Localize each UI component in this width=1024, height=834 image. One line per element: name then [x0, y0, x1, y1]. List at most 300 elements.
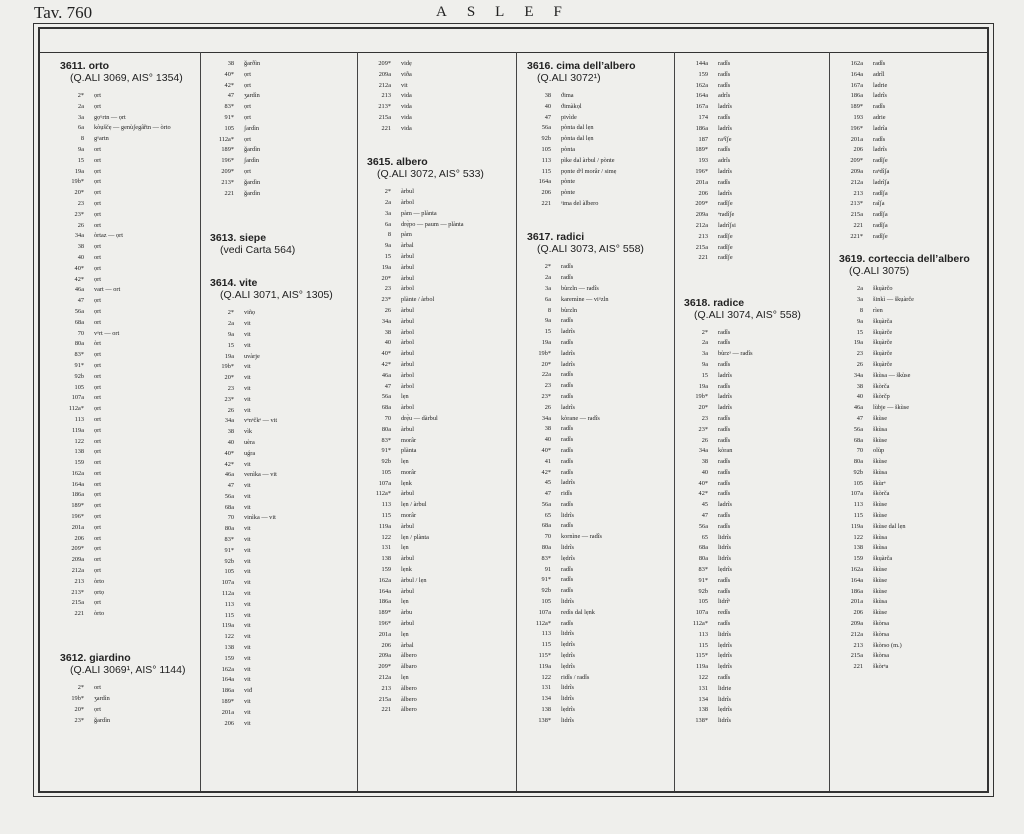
point-number: 213*: [71, 588, 84, 596]
entry-row: [60, 501, 198, 512]
entry-row: [210, 373, 350, 384]
dialect-form: radîs: [561, 425, 574, 433]
entry-row: [527, 102, 672, 113]
section-title: 3615. albero: [367, 156, 428, 169]
entry-row: [527, 188, 672, 199]
point-number: 201a: [71, 523, 84, 531]
entry-row: [60, 177, 198, 188]
point-number: 221: [853, 663, 863, 671]
point-number: 19a: [853, 339, 863, 347]
point-number: 221: [381, 706, 391, 714]
entry-row: [60, 134, 198, 145]
entry-row: [684, 457, 826, 468]
entry-row: [210, 492, 350, 503]
entry-row: [527, 123, 672, 134]
entry-row: [210, 524, 350, 535]
entry-row: [527, 575, 672, 586]
continued-list: [839, 59, 989, 243]
point-number: 115: [541, 167, 551, 175]
entry-row: [210, 362, 350, 373]
point-number: 42*: [541, 468, 551, 476]
point-number: 112a*: [375, 490, 391, 498]
point-number: 38: [77, 243, 84, 251]
column-divider: [674, 52, 675, 791]
dialect-form: ladrîs: [718, 167, 732, 175]
entry-row: [527, 381, 672, 392]
point-number: 105: [381, 468, 391, 476]
entry-row: [839, 511, 989, 522]
point-number: 159: [74, 459, 84, 467]
entry-row: [839, 91, 989, 102]
point-number: 134: [698, 695, 708, 703]
point-number: 68a: [853, 436, 863, 444]
entry-row: [367, 328, 512, 339]
dialect-form: radîs: [718, 458, 731, 466]
dialect-form: lidrîs: [561, 684, 574, 692]
section: [60, 60, 198, 620]
entry-row: [684, 695, 826, 706]
dialect-form: ʃardìn: [244, 124, 260, 132]
entry-row: [684, 145, 826, 156]
dialect-form: radîs: [718, 178, 731, 186]
dialect-form: škòrča: [873, 490, 890, 498]
entry-row: [839, 199, 989, 210]
dialect-form: àrbul: [401, 350, 414, 358]
point-number: 113: [698, 630, 708, 638]
dialect-form: lẹdrîs: [718, 566, 732, 574]
dialect-form: ort: [94, 372, 101, 380]
entry-row: [60, 145, 198, 156]
entry-row: [527, 716, 672, 727]
dialect-form: ridîs / radîs: [561, 673, 590, 681]
point-number: 209a: [850, 620, 863, 628]
entry-row: [839, 113, 989, 124]
point-number: 213*: [221, 178, 234, 186]
point-number: 122: [698, 674, 708, 682]
point-number: 40*: [74, 264, 84, 272]
entry-row: [60, 199, 198, 210]
dialect-form: ọrt: [94, 448, 101, 456]
entry-row: [210, 102, 350, 113]
point-number: 107a: [378, 479, 391, 487]
point-number: 3a: [385, 209, 391, 217]
entry-row: [684, 489, 826, 500]
entry-row: [839, 468, 989, 479]
entry-row: [210, 427, 350, 438]
point-number: 212a: [850, 630, 863, 638]
entry-row: [839, 479, 989, 490]
point-number: 68a: [224, 503, 234, 511]
entry-list: [684, 328, 826, 727]
entry-row: [527, 273, 672, 284]
point-number: 189*: [695, 146, 708, 154]
entry-row: [684, 662, 826, 673]
point-number: 206: [224, 719, 234, 727]
entry-row: [210, 81, 350, 92]
spacer: [60, 631, 198, 642]
entry-row: [527, 327, 672, 338]
dialect-form: vit: [244, 330, 251, 338]
entry-row: [684, 641, 826, 652]
point-number: 112a*: [218, 135, 234, 143]
point-number: 19b*: [538, 349, 551, 357]
point-number: 92b: [74, 372, 84, 380]
point-number: 167a: [695, 103, 708, 111]
dialect-form: ladrîs: [718, 189, 732, 197]
point-number: 34a: [381, 317, 391, 325]
point-number: 212a: [695, 221, 708, 229]
entry-row: [210, 675, 350, 686]
entry-row: [210, 167, 350, 178]
point-number: 201a: [695, 178, 708, 186]
entry-row: [60, 490, 198, 501]
point-number: 221: [74, 610, 84, 618]
entry-row: [684, 436, 826, 447]
dialect-form: lidrîs: [718, 717, 731, 725]
dialect-form: ort: [94, 415, 101, 423]
entry-row: [210, 600, 350, 611]
entry-row: [60, 329, 198, 340]
dialect-form: vit: [244, 460, 251, 468]
entry-row: [839, 662, 989, 673]
dialect-form: vᵒrt — ort: [94, 329, 120, 337]
entry-row: [684, 167, 826, 178]
point-number: 19b*: [71, 695, 84, 703]
entry-row: [527, 500, 672, 511]
entry-row: [367, 662, 512, 673]
point-number: 47: [701, 512, 708, 520]
entry-row: [367, 630, 512, 641]
point-number: 70: [77, 329, 84, 337]
dialect-form: raîʃa: [873, 200, 885, 208]
point-number: 138*: [538, 716, 551, 724]
point-number: 83*: [74, 351, 84, 359]
entry-row: [527, 511, 672, 522]
point-number: 138: [381, 555, 391, 563]
column-6: [839, 59, 989, 673]
point-number: 80a: [541, 544, 551, 552]
dialect-form: škòrsa: [873, 620, 890, 628]
dialect-form: ort: [94, 253, 101, 261]
dialect-form: škòrča: [873, 382, 890, 390]
entry-row: [527, 521, 672, 532]
entry-row: [367, 230, 512, 241]
entry-list: [684, 59, 826, 264]
point-number: 3a: [78, 113, 84, 121]
point-number: 45: [544, 479, 551, 487]
entry-row: [60, 469, 198, 480]
point-number: 113: [381, 501, 391, 509]
entry-row: [527, 156, 672, 167]
point-number: 20*: [74, 189, 84, 197]
dialect-form: pìke dal àrbul / pònte: [561, 156, 615, 164]
dialect-form: morâr: [401, 436, 417, 444]
point-number: 15: [227, 341, 234, 349]
dialect-form: àrbu: [401, 609, 413, 617]
dialect-form: ọrt: [94, 243, 101, 251]
dialect-form: kòụščẹ — genùʃegâřtn — òrto: [94, 124, 171, 132]
dialect-form: ọrt: [94, 307, 101, 315]
point-number: 162a: [221, 665, 234, 673]
entry-row: [527, 262, 672, 273]
spacer: [210, 267, 350, 278]
dialect-form: plànte / àrbol: [401, 296, 435, 304]
entry-row: [684, 221, 826, 232]
dialect-form: ort: [94, 469, 101, 477]
dialect-form: vit: [244, 503, 251, 511]
point-number: 20*: [381, 274, 391, 282]
entry-row: [210, 156, 350, 167]
point-number: 2*: [77, 684, 84, 692]
point-number: 164a: [71, 480, 84, 488]
point-number: 8: [387, 231, 391, 239]
entry-row: [210, 438, 350, 449]
point-number: 9a: [702, 360, 708, 368]
point-number: 26: [77, 221, 84, 229]
dialect-form: ọrt: [94, 264, 101, 272]
section-source: (Q.ALI 3074, AIS° 558): [694, 308, 801, 321]
point-number: 206: [541, 189, 551, 197]
dialect-form: pònta dal lẹn: [561, 135, 594, 143]
entry-row: [210, 513, 350, 524]
entry-row: [210, 145, 350, 156]
dialect-form: ort: [94, 394, 101, 402]
dialect-form: ǧardìn: [244, 189, 261, 197]
entry-row: [60, 480, 198, 491]
spacer: [527, 221, 672, 232]
dialect-form: pàm — plànta: [401, 209, 437, 217]
dialect-form: ọrt: [94, 178, 101, 186]
point-number: 8: [859, 306, 863, 314]
point-number: 105: [224, 568, 234, 576]
section: [684, 297, 826, 727]
point-number: 40: [701, 468, 708, 476]
dialect-form: škụàrče: [873, 339, 893, 347]
point-number: 6a: [385, 220, 391, 228]
dialect-form: lẹn: [401, 393, 409, 401]
entry-row: [839, 457, 989, 468]
point-number: 45: [701, 501, 708, 509]
entry-row: [839, 178, 989, 189]
point-number: 138: [224, 644, 234, 652]
entry-row: [60, 123, 198, 134]
entry-row: [839, 317, 989, 328]
point-number: 91*: [381, 447, 391, 455]
point-number: 164a: [538, 178, 551, 186]
dialect-form: radîʃe: [718, 232, 733, 240]
point-number: 68a: [381, 404, 391, 412]
dialect-form: àrbol: [401, 404, 414, 412]
entry-row: [527, 167, 672, 178]
point-number: 115: [698, 641, 708, 649]
point-number: 47: [227, 92, 234, 100]
dialect-form: radîs: [561, 565, 574, 573]
dialect-form: radîs: [718, 60, 731, 67]
point-number: 40: [544, 102, 551, 110]
point-number: 221: [853, 221, 863, 229]
dialect-form: raᵉdîʃa: [873, 167, 890, 175]
point-number: 212a: [850, 178, 863, 186]
section-source: (vedi Carta 564): [220, 243, 296, 256]
point-number: 47: [544, 490, 551, 498]
dialect-form: pònte: [561, 189, 575, 197]
point-number: 115*: [538, 652, 551, 660]
dialect-form: ladrîa: [873, 124, 888, 132]
dialect-form: vit: [244, 654, 251, 662]
entry-list: [527, 91, 672, 210]
point-number: 206: [74, 534, 84, 542]
dialect-form: ladrîs: [561, 349, 575, 357]
dialect-form: ˢima del àlbero: [561, 199, 599, 207]
point-number: 138: [853, 544, 863, 552]
continued-list: [210, 59, 350, 199]
entry-row: [60, 285, 198, 296]
entry-row: [527, 683, 672, 694]
point-number: 9a: [857, 317, 863, 325]
point-number: 189*: [221, 146, 234, 154]
dialect-form: lidrîs: [561, 695, 574, 703]
entry-row: [839, 533, 989, 544]
point-number: 2a: [78, 102, 84, 110]
entry-row: [839, 102, 989, 113]
point-number: 209*: [378, 60, 391, 67]
point-number: 8: [547, 306, 551, 314]
point-number: 193: [853, 113, 863, 121]
entry-row: [839, 81, 989, 92]
entry-row: [684, 189, 826, 200]
point-number: 196*: [850, 124, 863, 132]
dialect-form: radîs: [718, 620, 731, 628]
point-number: 91*: [698, 576, 708, 584]
entry-row: [839, 232, 989, 243]
entry-row: [60, 361, 198, 372]
entry-row: [839, 522, 989, 533]
point-number: 221*: [850, 232, 863, 240]
point-number: 26: [384, 306, 391, 314]
point-number: 209a: [850, 167, 863, 175]
point-number: 213*: [378, 103, 391, 111]
dialect-form: bùrzln — radîs: [561, 284, 599, 292]
point-number: 209*: [695, 200, 708, 208]
dialect-form: àlbero: [401, 695, 417, 703]
point-number: 112a*: [68, 405, 84, 413]
point-number: 19a: [541, 338, 551, 346]
dialect-form: viða: [401, 70, 412, 78]
dialect-form: lẹnk: [401, 566, 412, 574]
dialect-form: ridîs: [561, 490, 573, 498]
dialect-form: radîʃe: [718, 243, 733, 251]
spacer: [684, 264, 826, 275]
entry-row: [839, 651, 989, 662]
entry-row: [210, 708, 350, 719]
entry-row: [684, 414, 826, 425]
dialect-form: kornìne — radîs: [561, 533, 602, 541]
dialect-form: ort: [94, 145, 101, 153]
entry-row: [839, 349, 989, 360]
point-number: 107a: [850, 490, 863, 498]
point-number: 186a: [378, 598, 391, 606]
dialect-form: ladrîs: [873, 146, 887, 154]
point-number: 9a: [385, 242, 391, 250]
entry-row: [527, 199, 672, 210]
point-number: 56a: [74, 307, 84, 315]
point-number: 38: [227, 428, 234, 436]
point-number: 34a: [541, 414, 551, 422]
point-number: 40: [227, 438, 234, 446]
entry-row: [60, 275, 198, 286]
dialect-form: vit: [244, 406, 251, 414]
point-number: 80a: [853, 458, 863, 466]
entry-row: [210, 654, 350, 665]
dialect-form: ort: [94, 221, 101, 229]
dialect-form: radîʃa: [873, 189, 888, 197]
spacer: [60, 620, 198, 631]
entry-row: [684, 608, 826, 619]
point-number: 113: [541, 156, 551, 164]
entry-row: [367, 554, 512, 565]
point-number: 212a: [378, 674, 391, 682]
point-number: 68a: [698, 544, 708, 552]
point-number: 19a: [224, 352, 234, 360]
point-number: 56a: [381, 393, 391, 401]
dialect-form: òrto: [94, 577, 105, 585]
section-title: 3612. giardino: [60, 652, 131, 665]
dialect-form: àrbul: [401, 522, 414, 530]
dialect-form: ladrîs: [873, 92, 887, 100]
dialect-form: àlbero: [401, 684, 417, 692]
point-number: 215a: [378, 113, 391, 121]
dialect-form: morâr: [401, 468, 417, 476]
dialect-form: viđ: [244, 687, 253, 695]
entry-row: [367, 479, 512, 490]
point-number: 119a: [221, 622, 234, 630]
entry-row: [839, 382, 989, 393]
point-number: 122: [74, 437, 84, 445]
point-number: 80a: [698, 555, 708, 563]
dialect-form: radîs: [718, 468, 731, 476]
dialect-form: lẹdrîs: [718, 663, 732, 671]
point-number: 209*: [221, 167, 234, 175]
dialect-form: adrie: [873, 113, 886, 121]
point-number: 209a: [695, 211, 708, 219]
entry-row: [210, 535, 350, 546]
dialect-form: lẹn: [401, 630, 409, 638]
entry-row: [684, 199, 826, 210]
spacer: [210, 221, 350, 232]
dialect-form: škụàrče: [873, 350, 893, 358]
dialect-form: gọᵘrtn — ọrt: [94, 113, 126, 121]
entry-row: [839, 70, 989, 81]
point-number: 56a: [541, 500, 551, 508]
point-number: 213: [381, 92, 391, 100]
dialect-form: škùsa: [873, 544, 887, 552]
dialect-form: ladrîs: [561, 479, 575, 487]
dialect-form: radîs: [718, 522, 731, 530]
dialect-form: radîs: [718, 339, 731, 347]
entry-row: [527, 543, 672, 554]
dialect-form: ọrt: [94, 210, 101, 218]
dialect-form: vit: [244, 546, 251, 554]
dialect-form: vart — ort: [94, 286, 121, 294]
point-number: 189*: [71, 502, 84, 510]
spacer: [684, 275, 826, 286]
point-number: 131: [381, 544, 391, 552]
point-number: 34a: [853, 371, 863, 379]
dialect-form: ǧarðìn: [244, 60, 261, 67]
dialect-form: škùse: [873, 566, 887, 574]
entry-row: [60, 339, 198, 350]
dialect-form: adrîl: [873, 70, 885, 78]
